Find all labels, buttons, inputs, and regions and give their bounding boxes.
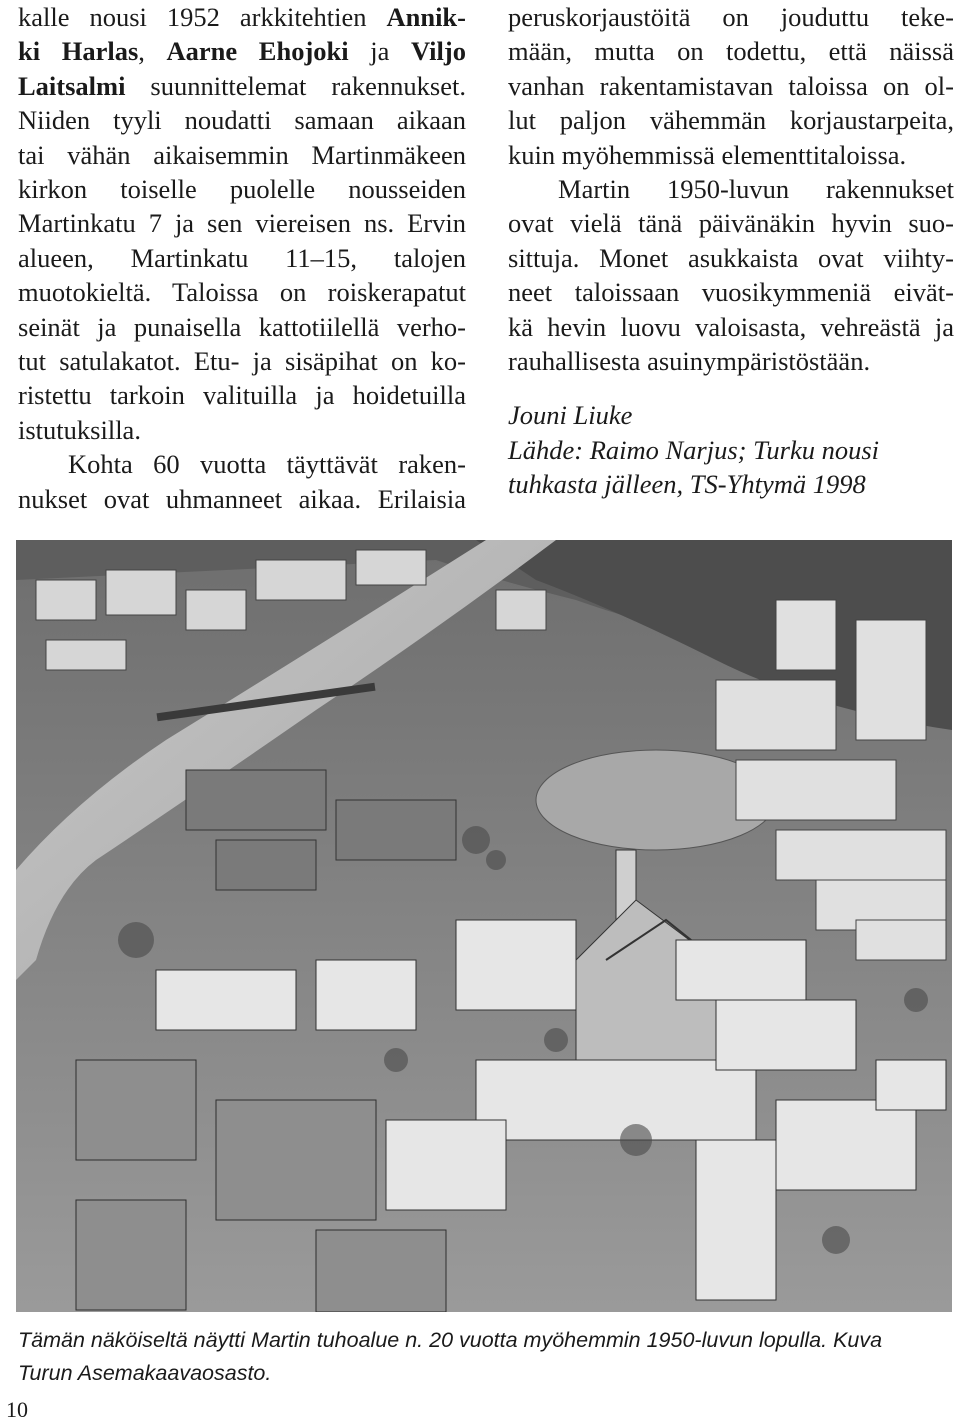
- text-line: tut satulakatot. Etu- ja sisäpihat on ko-: [18, 346, 466, 377]
- text-line: Martinkatu 7 ja sen viereisen ns. Ervin: [18, 208, 466, 239]
- text-run: ,: [138, 36, 167, 67]
- right-text-column: [508, 0, 954, 502]
- text-line: nukset ovat uhmanneet aikaa. Erilaisia: [18, 483, 466, 514]
- text-run: ja: [348, 36, 412, 67]
- text-line: rauhallisesta asuinympäristöstään.: [508, 346, 871, 377]
- text-line: [18, 0, 466, 34]
- architect-name: Viljo: [411, 36, 466, 67]
- aerial-photo-illustration: [16, 540, 952, 1312]
- text-line: Martin 1950-luvun rakennukset: [558, 174, 954, 205]
- text-line: [18, 69, 466, 103]
- text-line: peruskorjaustöitä on jouduttu teke-: [508, 2, 954, 32]
- text-line: vanhan rakentamistavan taloissa on ol-: [508, 70, 954, 101]
- caption-line: Tämän näköiseltä näytti Martin tuhoalue n. 20 vuotta myöhemmin 1950-luvun lopulla. Kuva: [18, 1328, 883, 1352]
- text-line: ovat vielä tänä päivänäkin hyvin suo-: [508, 208, 954, 239]
- text-run: suunnittelemat rakennukset.: [125, 70, 466, 101]
- text-run: kalle nousi 1952 arkkitehtien: [18, 2, 387, 32]
- text-line: seinät ja punaisella kattotiilellä verho-: [18, 311, 466, 342]
- text-line: tai vähän aikaisemmin Martinmäkeen: [18, 139, 466, 170]
- architect-name: Annik-: [386, 2, 466, 32]
- text-line: mään, mutta on todettu, että näissä: [508, 36, 954, 67]
- text-line: ristettu tarkoin valituilla ja hoidetuilla: [18, 380, 466, 411]
- author-name: Jouni Liuke: [508, 400, 633, 431]
- article-signature: [508, 398, 954, 501]
- left-text-column: [18, 0, 466, 516]
- source-reference: tuhkasta jälleen, TS-Yhtymä 1998: [508, 469, 866, 500]
- caption-line: Turun Asemakaavaosasto.: [18, 1361, 272, 1385]
- architect-name: ki Harlas: [18, 36, 139, 67]
- text-line: istutuksilla.: [18, 414, 141, 445]
- architect-name: Aarne Ehojoki: [166, 36, 349, 67]
- text-line: neet taloissaan vuosikymmeniä eivät-: [508, 277, 954, 308]
- text-line: Kohta 60 vuotta täyttävät raken-: [68, 449, 466, 480]
- text-line: alueen, Martinkatu 11–15, talojen: [18, 242, 466, 273]
- text-line: lut paljon vähemmän korjaustarpeita,: [508, 105, 954, 136]
- text-line: kuin myöhemmissä elementtitaloissa.: [508, 139, 907, 170]
- text-line: kä hevin luovu valoisasta, vehreästä ja: [508, 311, 954, 342]
- text-line: muotokieltä. Taloissa on roiskerapatut: [18, 277, 466, 308]
- text-line: sittuja. Monet asukkaista ovat viihty-: [508, 242, 954, 273]
- architect-name: Laitsalmi: [18, 70, 126, 101]
- page-number: 10: [6, 1397, 28, 1422]
- aerial-photo: [16, 540, 952, 1312]
- text-line: Niiden tyyli noudatti samaan aikaan: [18, 105, 466, 136]
- source-reference: Lähde: Raimo Narjus; Turku nousi: [508, 434, 880, 465]
- text-line: [18, 34, 466, 68]
- photo-caption: [18, 1324, 954, 1390]
- text-line: kirkon toiselle puolelle nousseiden: [18, 174, 466, 205]
